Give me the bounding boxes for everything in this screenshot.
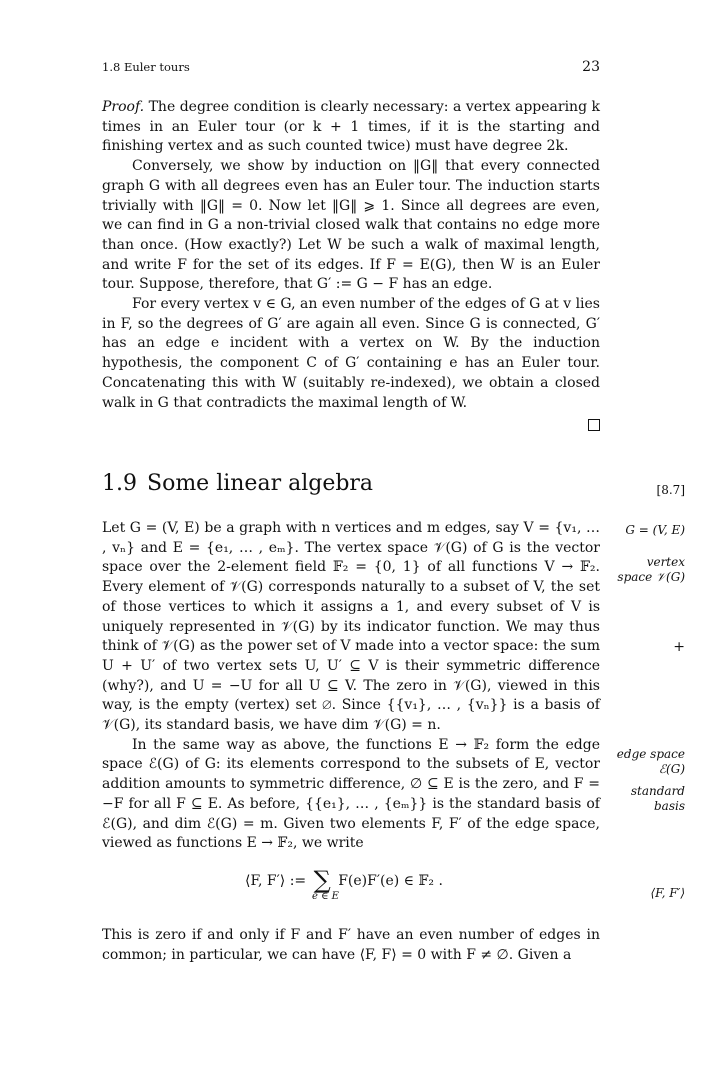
margin-note-plus: + (673, 639, 685, 655)
proof-text-1: The degree condition is clearly necessary: a vertex appearing k times in an Euler tour (or k + 1 times, if it is the starting and finishing vertex and as such counted twice) must have degree 2k. (102, 99, 600, 155)
section-reference: [8.7] (656, 483, 685, 497)
section-number: 1.9 (102, 471, 137, 496)
section-title: Some linear algebra (147, 471, 374, 496)
proof-label: Proof. (102, 99, 145, 115)
qed-square-icon (588, 419, 600, 431)
proof-paragraph-2: Conversely, we show by induction on ‖G‖ that every connected graph G with all degrees even has an Euler tour. The induction starts trivially with ‖G‖ = 0. Now let ‖G‖ ⩾ 1. Since all degrees are even, we can find in G a non-trivial closed walk that contains no edge more than once. (How exactly?) Let W be such a walk of maximal length, and write F for the set of its edges. If F = E(G), then W is an Euler tour. Suppose, therefore, that G′ := G − F has an edge. (102, 158, 600, 293)
section-body-2 (102, 926, 600, 965)
section-body-1 (102, 519, 600, 854)
running-head-section: 1.8 Euler tours (102, 60, 190, 74)
body-paragraph-1: Let G = (V, E) be a graph with n vertices and m edges, say V = {v₁, … , vₙ} and E = {e₁, … , eₘ}. The vertex space 𝒱(G) of G is the vector space over the 2-element field 𝔽₂ = {0, 1} of all functions V → 𝔽₂. Every element of 𝒱(G) corresponds naturally to a subset of V, the set of those vertices to which it assigns a 1, and every subset of V is uniquely represented in 𝒱(G) by its indicator function. We may thus think of 𝒱(G) as the power set of V made into a vector space: the sum U + U′ of two vertex sets U, U′ ⊆ V is their symmetric difference (why?), and U = −U for all U ⊆ V. The zero in 𝒱(G), viewed in this way, is the empty (vertex) set ∅. Since {{v₁}, … , {vₙ}} is a basis of 𝒱(G), its standard basis, we have dim 𝒱(G) = n. (102, 520, 600, 734)
running-head (102, 60, 600, 76)
margin-note-graph: G = (V, E) (625, 523, 685, 537)
display-formula (245, 866, 443, 902)
sum-symbol: ∑ (313, 866, 331, 894)
section-heading (102, 471, 373, 496)
proof-paragraph-1 (102, 98, 600, 157)
formula-lhs: ⟨F, F′⟩ := (245, 873, 307, 889)
margin-note-edge-space: edge space ℰ(G) (616, 747, 685, 776)
proof-block (102, 98, 600, 413)
formula-summand: F(e)F′(e) ∈ 𝔽₂ . (338, 873, 443, 889)
margin-note-standard-basis: standard basis (630, 784, 685, 813)
page-number: 23 (582, 59, 600, 75)
body-paragraph-3: This is zero if and only if F and F′ have an even number of edges in common; in particular, we can have ⟨F, F⟩ = 0 with F ≠ ∅. Given a (102, 927, 600, 963)
proof-paragraph-3: For every vertex v ∈ G, an even number of the edges of G at v lies in F, so the degrees of G′ are again all even. Since G is connected, G′ has an edge e incident with a vertex on W. By the induction hypothesis, the component C of G′ containing e has an Euler tour. Concatenating this with W (suitably re-indexed), we obtain a closed walk in G that contradicts the maximal length of W. (102, 296, 600, 411)
sum-subscript: e ∈ E (312, 891, 339, 902)
body-paragraph-2: In the same way as above, the functions E → 𝔽₂ form the edge space ℰ(G) of G: its elements correspond to the subsets of E, vector addition amounts to symmetric difference, ∅ ⊆ E is the zero, and F = −F for all F ⊆ E. As before, {{e₁}, … , {eₘ}} is the standard basis of ℰ(G), and dim ℰ(G) = m. Given two elements F, F′ of the edge space, viewed as functions E → 𝔽₂, we write (102, 736, 600, 852)
margin-note-inner-product: ⟨F, F′⟩ (650, 886, 685, 900)
margin-note-vertex-space: vertex space 𝒱(G) (617, 555, 685, 584)
